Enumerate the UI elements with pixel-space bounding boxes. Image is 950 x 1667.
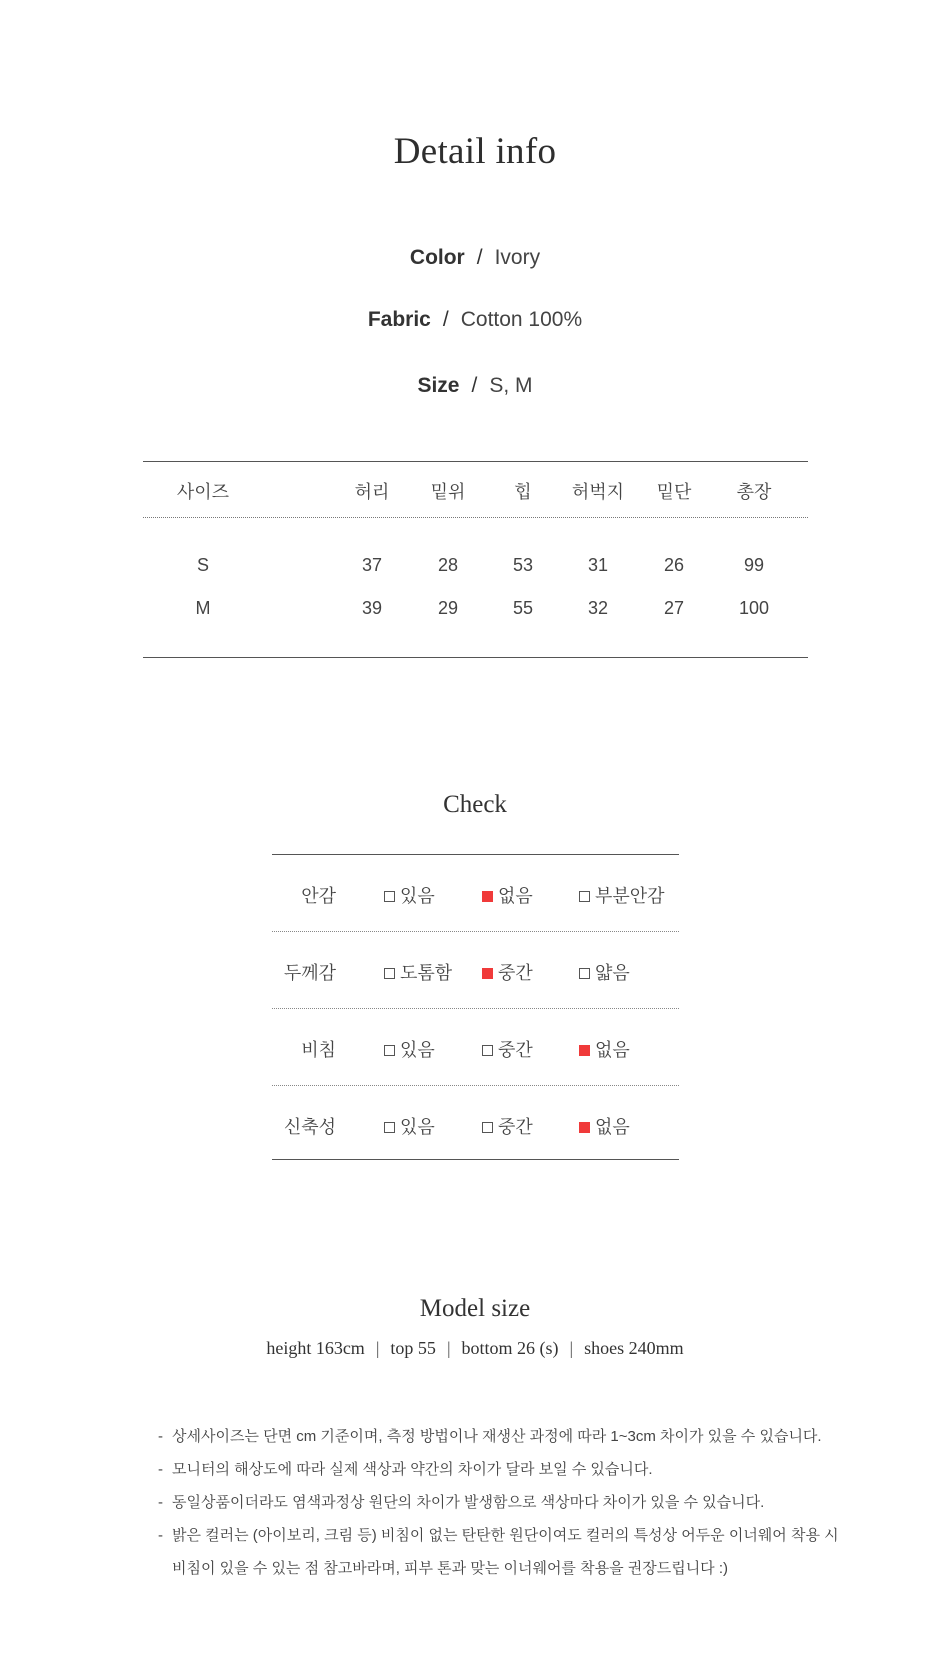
note-text: 상세사이즈는 단면 cm 기준이며, 측정 방법이나 재생산 과정에 따라 1~3cm 차이가 있을 수 있습니다. xyxy=(172,1428,822,1445)
divider: | xyxy=(446,1338,451,1358)
header-hem: 밑단 xyxy=(656,482,692,502)
check-option xyxy=(579,1036,630,1062)
color-value: Ivory xyxy=(494,246,541,269)
option-label: 없음 xyxy=(595,1040,630,1060)
check-row-sheerness xyxy=(272,1009,679,1086)
list-item xyxy=(158,1486,808,1519)
slash-separator: / xyxy=(471,374,478,397)
check-row-stretch xyxy=(272,1086,679,1162)
unchecked-box-icon xyxy=(482,1122,493,1133)
checked-box-icon xyxy=(579,1045,590,1056)
table-cell: 55 xyxy=(512,598,534,618)
check-option xyxy=(579,959,630,985)
list-item xyxy=(158,1420,822,1453)
row-size-s: S xyxy=(196,555,209,575)
color-label: Color xyxy=(409,246,465,269)
list-item xyxy=(158,1519,839,1585)
table-cell: 28 xyxy=(437,555,459,575)
page-title: Detail info xyxy=(393,131,557,172)
option-label: 있음 xyxy=(400,1117,435,1137)
notes-list xyxy=(158,1420,839,1585)
header-rise: 밑위 xyxy=(430,482,466,502)
size-value: S, M xyxy=(489,374,533,397)
list-item xyxy=(158,1453,808,1486)
check-option xyxy=(384,882,435,908)
header-hip: 힙 xyxy=(514,482,532,502)
model-height: height 163cm xyxy=(266,1338,365,1358)
table-cell: 100 xyxy=(738,598,770,618)
model-size-line xyxy=(0,1338,950,1359)
check-row-label: 두께감 xyxy=(283,963,336,983)
checked-box-icon xyxy=(579,1122,590,1133)
checked-box-icon xyxy=(482,891,493,902)
check-title: Check xyxy=(443,791,507,818)
table-cell: 53 xyxy=(512,555,534,575)
table-cell: 29 xyxy=(437,598,459,618)
dash-bullet: - xyxy=(158,1461,163,1478)
note-text-continued: 비침이 있을 수 있는 점 참고바라며, 피부 톤과 맞는 이너웨어를 착용을 권장드립니다 :) xyxy=(172,1560,729,1577)
fabric-value: Cotton 100% xyxy=(460,308,583,331)
option-label: 중간 xyxy=(498,1040,533,1060)
check-option xyxy=(384,1113,435,1139)
option-label: 부분안감 xyxy=(595,886,665,906)
check-option xyxy=(384,959,452,985)
unchecked-box-icon xyxy=(384,891,395,902)
option-label: 없음 xyxy=(595,1117,630,1137)
option-label: 얇음 xyxy=(595,963,630,983)
size-table-header xyxy=(143,462,808,518)
slash-separator: / xyxy=(476,246,483,269)
header-thigh: 허벅지 xyxy=(571,482,625,502)
option-label: 도톰함 xyxy=(400,963,453,983)
unchecked-box-icon xyxy=(482,1045,493,1056)
header-waist: 허리 xyxy=(354,482,390,502)
check-row-label: 안감 xyxy=(301,886,336,906)
size-attribute xyxy=(0,374,950,398)
check-option xyxy=(482,1036,533,1062)
model-top: top 55 xyxy=(390,1338,436,1358)
option-label: 중간 xyxy=(498,1117,533,1137)
divider: | xyxy=(375,1338,380,1358)
table-cell: 37 xyxy=(361,555,383,575)
note-text: 동일상품이더라도 염색과정상 원단의 차이가 발생함으로 색상마다 차이가 있을 수 있습니다. xyxy=(172,1494,765,1511)
checked-box-icon xyxy=(482,968,493,979)
table-cell: 31 xyxy=(587,555,609,575)
table-cell: 99 xyxy=(743,555,765,575)
table-cell: 39 xyxy=(361,598,383,618)
row-size-m: M xyxy=(195,598,211,618)
check-option xyxy=(579,882,665,908)
table-cell: 26 xyxy=(663,555,685,575)
model-bottom: bottom 26 (s) xyxy=(461,1338,559,1358)
check-row-label: 비침 xyxy=(301,1040,336,1060)
unchecked-box-icon xyxy=(384,1122,395,1133)
unchecked-box-icon xyxy=(384,968,395,979)
header-size: 사이즈 xyxy=(176,482,230,502)
note-text: 밝은 컬러는 (아이보리, 크림 등) 비침이 없는 탄탄한 원단이여도 컬러의 특성상 어두운 이너웨어 착용 시 xyxy=(172,1527,839,1544)
header-length: 총장 xyxy=(736,482,772,502)
dash-bullet: - xyxy=(158,1428,163,1445)
check-option xyxy=(482,1113,533,1139)
check-table xyxy=(272,854,679,1160)
check-row-lining xyxy=(272,855,679,932)
check-row-label: 신축성 xyxy=(283,1117,336,1137)
option-label: 있음 xyxy=(400,1040,435,1060)
color-attribute xyxy=(0,246,950,270)
dash-bullet: - xyxy=(158,1527,163,1544)
model-size-title: Model size xyxy=(419,1295,531,1322)
dash-bullet: - xyxy=(158,1494,163,1511)
unchecked-box-icon xyxy=(579,891,590,902)
option-label: 중간 xyxy=(498,963,533,983)
fabric-attribute xyxy=(0,308,950,332)
option-label: 있음 xyxy=(400,886,435,906)
option-label: 없음 xyxy=(498,886,533,906)
check-option xyxy=(579,1113,630,1139)
check-option xyxy=(482,882,533,908)
fabric-label: Fabric xyxy=(367,308,431,331)
divider: | xyxy=(569,1338,574,1358)
table-cell: 27 xyxy=(663,598,685,618)
model-shoes: shoes 240mm xyxy=(584,1338,684,1358)
size-table xyxy=(143,461,808,658)
slash-separator: / xyxy=(442,308,449,331)
unchecked-box-icon xyxy=(579,968,590,979)
size-label: Size xyxy=(417,374,460,397)
note-text: 모니터의 해상도에 따라 실제 색상과 약간의 차이가 달라 보일 수 있습니다. xyxy=(172,1461,653,1478)
check-row-thickness xyxy=(272,932,679,1009)
table-cell: 32 xyxy=(587,598,609,618)
check-option xyxy=(384,1036,435,1062)
unchecked-box-icon xyxy=(384,1045,395,1056)
check-option xyxy=(482,959,533,985)
